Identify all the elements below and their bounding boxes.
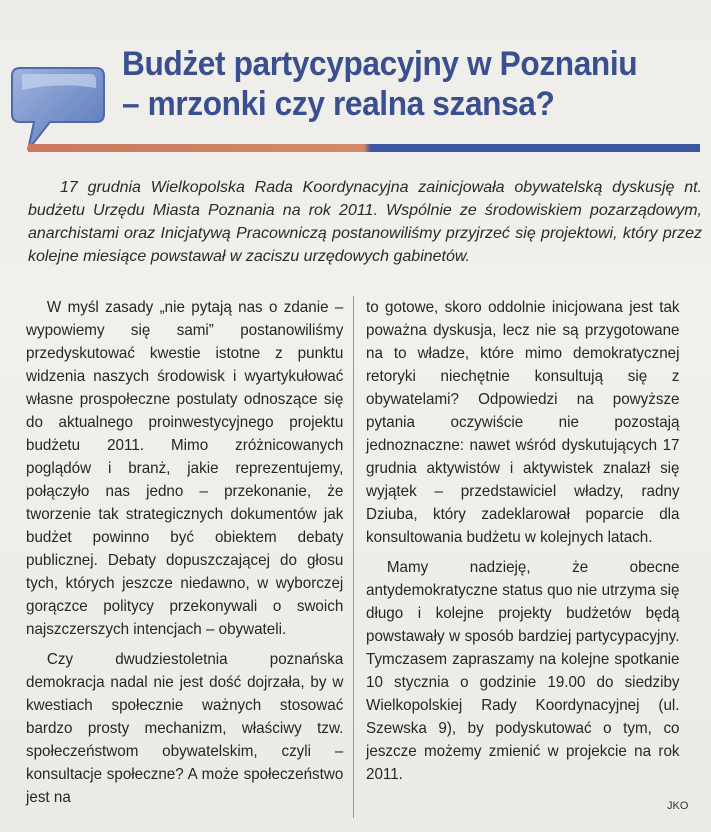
right-paragraph-1: to gotowe, skoro oddolnie inicjowana jest tak poważna dyskusja, lecz nie są przygotowane na to władze, które mimo demokratycznej retoryki niechętnie konsultują się z obywatelami? Odpowiedzi na powyższe pytania oczywiście nie pozostają jednoznaczne: nawet wśród dyskutujących 17 grudnia aktywistów i aktywistek znalazł się wyjątek – przedstawiciel władzy, radny Dziuba, który zadeklarował poparcie dla konsultowania budżetu w kolejnych latach. — [366, 299, 680, 546]
article-lead: 17 grudnia Wielkopolska Rada Koordynacyjna zainicjowała obywatelską dyskusję nt. budżetu Urzędu Miasta Poznania na rok 2011. Wspólnie ze środowiskiem pozarządowym, anarchistami oraz Inicjatywą Pracowniczą postanowiliśmy przyjrzeć się projektowi, który przez kolejne miesiące powstawał w zaciszu urzędowych gabinetów. — [28, 179, 702, 265]
author-signature: JKO — [667, 800, 689, 812]
article-column-left — [26, 296, 343, 809]
article-title-line-2: – mrzonki czy realna szansa? — [122, 85, 555, 123]
article-title-line-1: Budżet partycypacyjny w Poznaniu — [122, 45, 638, 83]
article-title — [122, 44, 652, 124]
left-paragraph-2: Czy dwudziestoletnia poznańska demokracja nadal nie jest dość dojrzała, by w kwestiach społecznie ważnych stosować bardzo prosty mechanizm, właściwy tzw. społeczeństwom obywatelskim, czyli – konsultacje społeczne? A może społeczeństwo jest na — [26, 651, 344, 806]
column-divider — [353, 296, 354, 818]
left-paragraph-1: W myśl zasady „nie pytają nas o zdanie – wypowiemy się sami” postanowiliśmy przedyskutować kwestie istotne z punktu widzenia naszych środowisk i wyartykułować własne prospołeczne postulaty odnoszące się do aktualnego proinwestycyjnego projektu budżetu 2011. Mimo zróżnicowanych poglądów i branż, jakie reprezentujemy, połączyło nas jedno – przekonanie, że tworzenie tak strategicznych dokumentów jak budżet powinno być obiektem debaty publicznej. Debaty dopuszczającej do głosu tych, których jeszcze niedawno, w wyborczej gorączce politycy przekonywali o swoich najszczerszych intencjach – obywateli. — [26, 299, 344, 638]
right-paragraph-2: Mamy nadzieję, że obecne antydemokratyczne status quo nie utrzyma się długo i kolejne projekty budżetów będą powstawały w sposób bardziej partycypacyjny. Tymczasem zapraszamy na kolejne spotkanie 10 stycznia o godzinie 19.00 do siedziby Wielkopolskiej Rady Koordynacyjnej (ul. Szewska 9), by podyskutować o tym, co jeszcze możemy zmienić w projekcie na rok 2011. — [366, 559, 680, 783]
article-column-right — [366, 296, 680, 786]
title-rule — [28, 144, 700, 152]
